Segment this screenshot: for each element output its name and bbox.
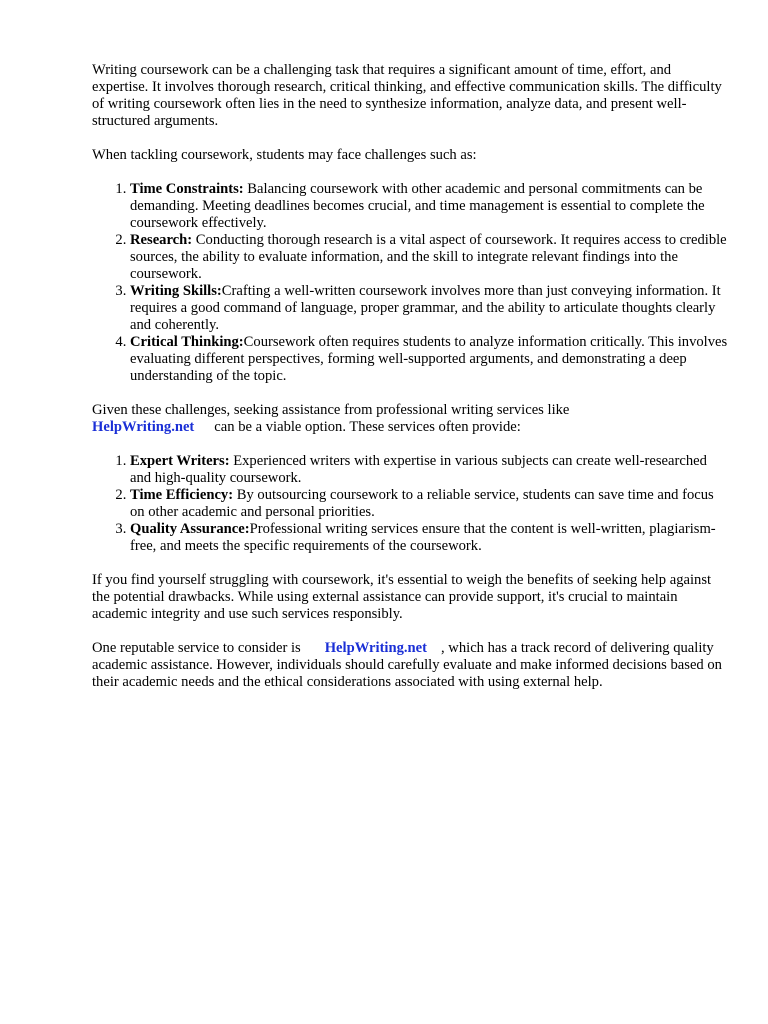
helpwriting-link-1[interactable]: HelpWriting.net (92, 419, 195, 435)
document-body (92, 62, 728, 708)
services-lead-paragraph (92, 402, 728, 436)
list-item-text: By outsourcing coursework to a reliable service, students can save time and focus on other academic and personal priorities. (130, 487, 714, 520)
services-lead-after: can be a viable option. These services often provide: (214, 419, 521, 435)
intro-paragraph: Writing coursework can be a challenging task that requires a significant amount of time, effort, and expertise. It involves thorough research, critical thinking, and effective communication skills. The difficulty of writing coursework often lies in the need to synthesize information, analyze data, and present well-structured arguments. (92, 62, 722, 129)
list-item (130, 521, 728, 555)
closing-paragraph (92, 640, 728, 691)
list-item (130, 487, 728, 521)
helpwriting-link-2[interactable]: HelpWriting.net (324, 640, 427, 656)
challenges-lead: When tackling coursework, students may face challenges such as: (92, 147, 477, 163)
closing-after: , which has a track record of delivering quality academic assistance. However, individuals should carefully evaluate and make informed decisions based on their academic needs and the ethical considerations associated with using external help. (92, 640, 722, 690)
list-item-term: Time Constraints: (130, 181, 244, 197)
list-item-term: Quality Assurance: (130, 521, 250, 537)
list-item-text: Crafting a well-written coursework involves more than just conveying information. It requires a good command of language, proper grammar, and the ability to articulate thoughts clearly and coherently. (130, 283, 721, 333)
list-item-term: Writing Skills: (130, 283, 222, 299)
list-item (130, 334, 728, 385)
list-item-text: Balancing coursework with other academic and personal commitments can be demanding. Meeting deadlines becomes crucial, and time management is essential to complete the coursework effectively. (130, 181, 705, 231)
list-item-term: Research: (130, 232, 193, 248)
list-item-text: Experienced writers with expertise in various subjects can create well-researched and high-quality coursework. (130, 453, 707, 486)
services-lead-before: Given these challenges, seeking assistance from professional writing services like (92, 402, 570, 418)
list-item-text: Conducting thorough research is a vital aspect of coursework. It requires access to credible sources, the ability to evaluate information, and the skill to integrate relevant findings into the coursework. (130, 232, 727, 282)
list-item-term: Expert Writers: (130, 453, 230, 469)
list-item-term: Time Efficiency: (130, 487, 234, 503)
services-list (92, 453, 728, 555)
list-item (130, 181, 728, 232)
struggle-paragraph: If you find yourself struggling with coursework, it's essential to weigh the benefits of seeking help against the potential drawbacks. While using external assistance can provide support, it's crucial to maintain academic integrity and use such services responsibly. (92, 572, 712, 622)
list-item (130, 453, 728, 487)
list-item-term: Critical Thinking: (130, 334, 244, 350)
closing-before: One reputable service to consider is (92, 640, 301, 656)
list-item-text: Coursework often requires students to analyze information critically. This involves evaluating different perspectives, forming well-supported arguments, and demonstrating a deep understanding of the topic. (130, 334, 728, 384)
list-item (130, 283, 728, 334)
list-item-text: Professional writing services ensure that the content is well-written, plagiarism-free, and meets the specific requirements of the coursework. (130, 521, 716, 554)
list-item (130, 232, 728, 283)
challenges-list (92, 181, 728, 385)
